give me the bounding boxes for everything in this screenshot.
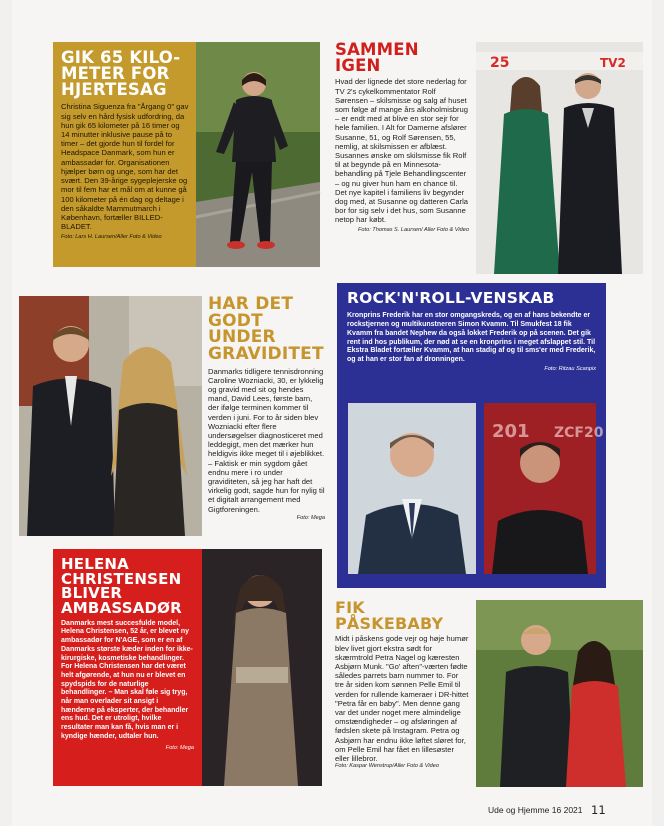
story-sammen-body: Hvad der lignede det store nederlag for TV 2's cykelkommentator Rolf Sørensen – skilsmisse og salg af huset som følge af mange års alkoholmisbrug – er endt med at blive en stor sejr for hele familien. I Alt for Damerne afslører Susanne, 51, og Rolf Sørensen, 55, nemlig, at skilsmissen er afblæst. Susannes ønske om skilsmisse fik Rolf til at begynde på en Minnesota-behandling på Tjele Behandlingscenter – og nu giver hun ham en chance til. Det nye kapitel i familiens liv begynder dog med, at Susanne og datteren Carla bor for sig selv i det hus, som Susanne netop har købt. [335,77,468,225]
story-paaske-headline: FIK PÅSKEBABY [335,598,444,633]
runner-photo [196,42,320,267]
page-number: 11 [591,803,606,817]
story-paaske-body: Midt i påskens gode vejr og høje humør blev livet gjort ekstra sødt for skærmtrold Petra Nagel og kæresten Asbjørn Munk. "Go' aften"-værten fødte således parrets barn nummer to. For tre år siden kom sønnen Pelle Emil til verden for rullende kameraer i DR-hittet "Petra får en baby". Men denne gang var det under noget mere almindelige omstændigheder – og afsløringen af fødslen skete på Instagram. Petra og Asbjørn har endnu ikke løftet sløret for, om Pelle Emil har fået en lillesøster eller lillebror. [335,634,469,763]
story-sammen-headline: SAMMEN IGEN [335,40,419,76]
svg-text:ZCF20: ZCF20 [554,425,604,441]
story-graviditet [206,296,327,536]
story-sammen-credit: Foto: Thomas S. Laursen/ Aller Foto & Video [358,226,469,233]
story-paaske-credit: Foto: Kaspar Wenstrup/Aller Foto & Video [335,763,439,770]
story-rock-credit: Foto: Ritzau Scanpix [544,365,596,372]
story-helena-headline: HELENA CHRISTENSEN BLIVER AMBASSADØR [61,555,182,618]
helena-photo [202,549,322,786]
story-graviditet-headline: HAR DET GODT UNDER GRAVIDITET [208,294,324,364]
couple-photo [476,42,643,274]
story-helena-credit: Foto: Mega [165,744,194,751]
story-sammen [333,42,471,274]
frederik-photo [348,403,476,574]
story-gik65-body: Christina Siguenza fra "Årgang 0" gav sig selv en hård fysisk udfordring, da hun gik 65 kilometer på 16 timer og 14 minutter inklusive pause på to timer – det gjorde hun til fordel for Headspace Danmark, som hun er ambassadør for. Organisationen hjælper børn og unge, som har det svært. Den 39-årige sygeplejerske og mor til fem har et mål om at kunne gå 100 kilometer på én dag og deltage i den såkaldte Mammutmarch i København, fortæller BILLED-BLADET. [61,102,189,232]
story-helena-body: Danmarks mest succesfulde model, Helena Christensen, 52 år, er blevet ny ambassadør for N'AGE, som er en af Danmarks største kæder inden for ikke-kirurgiske, kosmetiske behandlinger. For Helena Christensen har det været helt afgørende, at hun nu er blevet en spydspids for de naturlige behandlinger. – Man skal føle sig tryg, når man overlader sit ansigt i hænderne på eksperter, der behandler ens hud. Det er utroligt, hvilke resultater man kan få, hvis man er i kyndige hænder, udtaler hun. [61,619,193,740]
story-graviditet-credit: Foto: Mega [296,514,325,521]
svg-text:25: 25 [490,55,510,71]
kvamm-photo [484,403,604,574]
issue-label: Ude og Hjemme 16 2021 [488,805,583,815]
story-rock-body: Kronprins Frederik har en stor omgangskreds, og en af hans bekendte er rockstjernen og multikunstneren Simon Kvamm. Til Smukfest 18 fik Kvamm fra bandet Nephew da også lokket Frederik op på scenen. Det gik rent ind hos publikum, der nød at se en kronprins i meget afslappet stil. Til Ekstra Bladet fortæller Kvamm, at han stadig af og til sms'er med Frederik, og at han er stor fan af dronningen. [347,312,596,364]
wozniacki-photo [19,296,202,536]
story-helena [53,549,202,786]
story-graviditet-body: Danmarks tidligere tennisdronning Caroline Wozniacki, 30, er lykkelig og gravid med sit og hendes mand, David Lees, første barn, der ifølge terminen kommer til verden i juni. For to år siden blev Wozniacki efter flere undersøgelser diagnosticeret med leddegigt, men det mærker hun heldigvis ikke meget til i øjeblikket. – Faktisk er min sygdom gået endnu mere i ro under graviditeten, så jeg har haft det virkelig godt, sagde hun for nylig til et digitalt arrangement med Gigtforeningen. [208,366,325,514]
family-photo [476,600,643,787]
svg-text:201: 201 [492,421,530,442]
story-gik65 [53,42,196,267]
svg-text:TV2: TV2 [600,56,626,70]
story-paaske [333,600,471,790]
story-rock-headline: ROCK'N'ROLL-VENSKAB [347,289,555,307]
story-gik65-headline: GIK 65 KILO-METER FOR HJERTESAG [61,48,181,100]
story-gik65-credit: Foto: Lars H. Laursen/Aller Foto & Video [61,234,162,241]
